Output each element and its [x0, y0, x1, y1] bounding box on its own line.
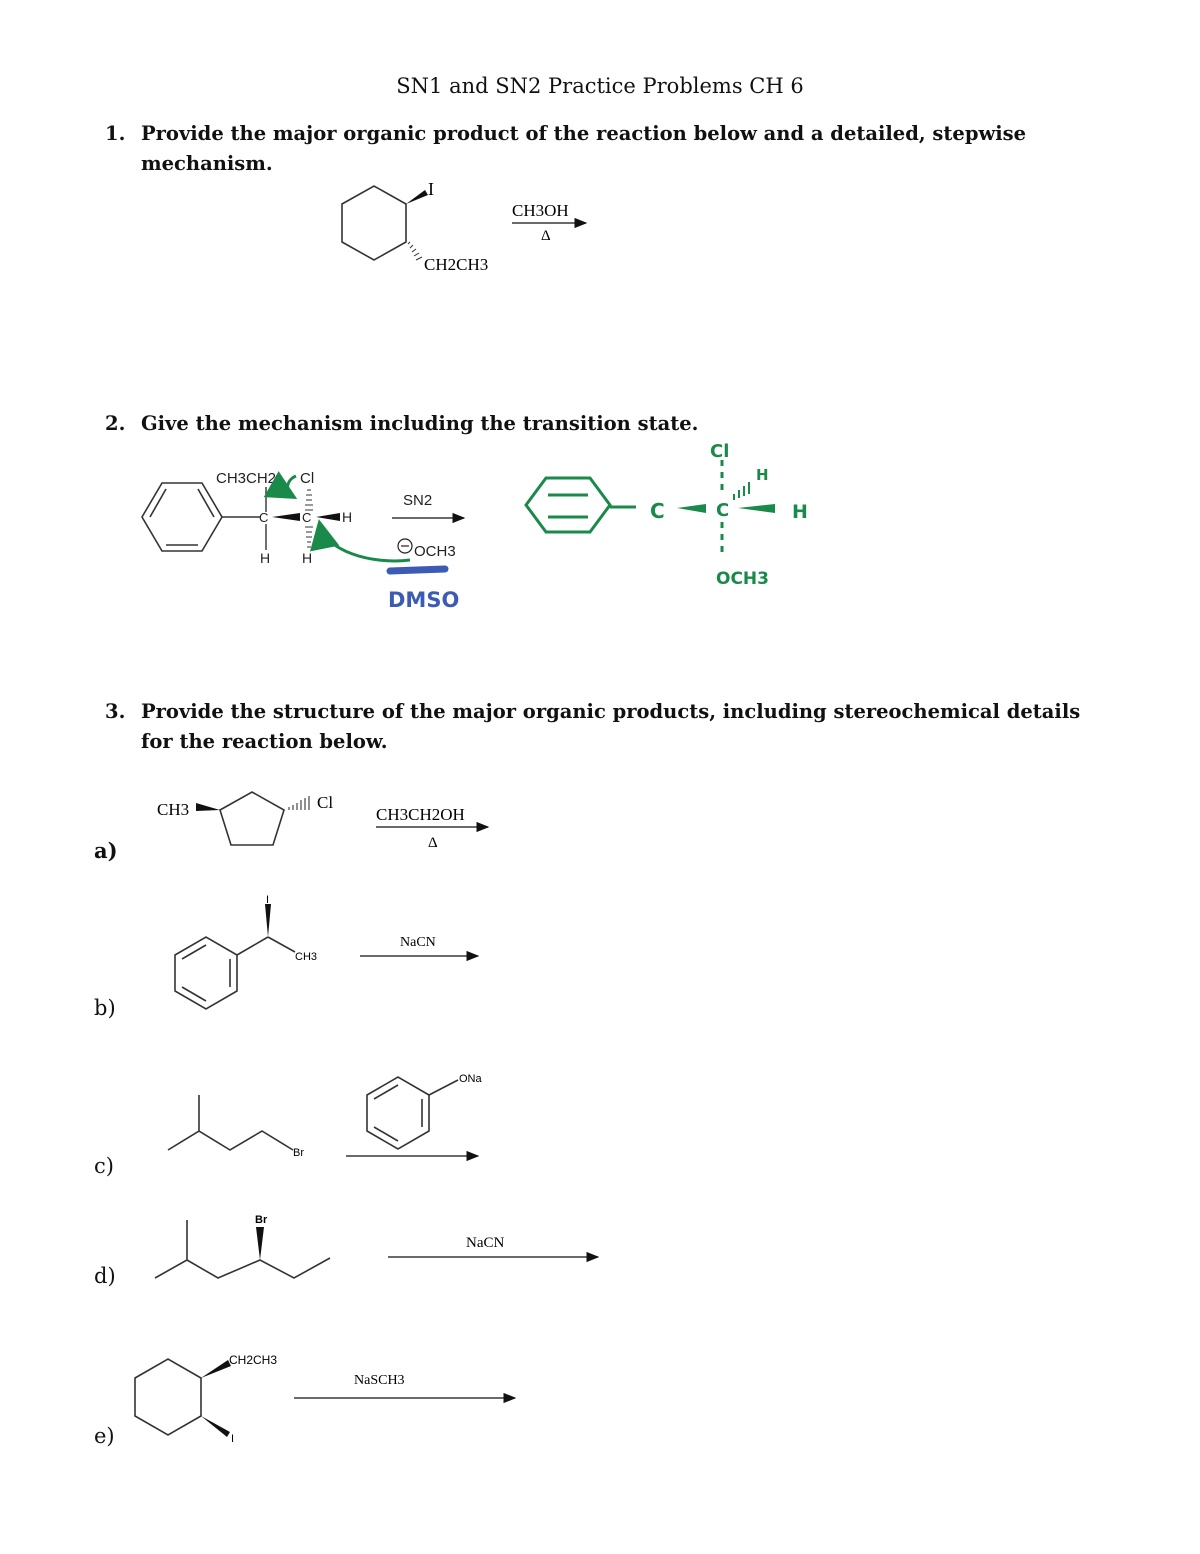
- q2-hash-to-h: [305, 527, 313, 547]
- part-a-chlorine: Cl: [317, 793, 334, 812]
- part-e-reagent: NaSCH3: [354, 1373, 405, 1388]
- part-e-ethyl: CH2CH3: [229, 1353, 278, 1367]
- page-title: SN1 and SN2 Practice Problems CH 6: [396, 74, 804, 98]
- part-a-methyl: CH3: [157, 800, 190, 819]
- part-d-bromine: Br: [255, 1214, 268, 1226]
- q2-product-wedge-right: [738, 504, 775, 513]
- part-c-phenoxide-ring: [367, 1077, 429, 1149]
- part-e-ethyl-wedge: [201, 1360, 231, 1378]
- question-text: Give the mechanism including the transition state.: [141, 412, 699, 435]
- q2-hash-to-cl: [305, 490, 313, 510]
- part-d-alkyl-chain: [155, 1220, 330, 1278]
- q2-product-h-top: H: [756, 466, 769, 484]
- part-a-cyclopentane: [220, 792, 284, 845]
- q2-benzene-ring: [142, 483, 222, 551]
- q1-reagent: CH3OH: [512, 201, 569, 220]
- q2-product-h-right: H: [792, 501, 808, 523]
- question-number: 1.: [105, 122, 126, 145]
- part-c-label: c): [94, 1154, 114, 1178]
- part-e-iodine: I: [231, 1433, 235, 1445]
- question-number: 2.: [105, 412, 126, 435]
- q2-product-hash: [734, 482, 749, 500]
- part-c-bromine: Br: [293, 1147, 304, 1159]
- part-b-reagent: NaCN: [400, 935, 436, 950]
- q1-iodine-label: I: [428, 179, 434, 199]
- q2-chain-label: CH3CH2: [216, 470, 277, 487]
- q2-solvent: DMSO: [388, 588, 460, 612]
- part-b-wedge: [265, 904, 271, 937]
- part-b-ring-bond: [237, 937, 268, 955]
- q1-wedge-bond: [406, 190, 428, 204]
- q2-product-center: C: [716, 500, 730, 521]
- q2-c1-c2-wedge: [272, 513, 300, 521]
- part-c-ona-bond: [429, 1080, 458, 1095]
- question-text: Provide the structure of the major organic products, including stereochemical details for the reaction below.: [141, 700, 1081, 753]
- q2-leaving-group-arrow: [287, 476, 296, 496]
- part-d-reagent: NaCN: [466, 1235, 505, 1251]
- part-a-reagent: CH3CH2OH: [376, 805, 465, 824]
- part-b-methyl-bond: [268, 937, 295, 952]
- q2-nucleophile: OCH3: [414, 543, 456, 560]
- q1-hash-bond: [408, 242, 422, 260]
- part-a-heat: Δ: [428, 835, 438, 851]
- q2-chlorine-label: Cl: [300, 470, 315, 487]
- question-text: Provide the major organic product of the reaction below and a detailed, stepwise mechanism.: [141, 122, 1027, 175]
- q1-ethyl-label: CH2CH3: [424, 255, 489, 274]
- part-b-methyl: CH3: [295, 951, 318, 963]
- part-a-wedge: [196, 803, 220, 811]
- q1-cyclohexane: [342, 186, 406, 260]
- part-e-label: e): [94, 1424, 115, 1448]
- part-a-hash: [289, 796, 309, 810]
- q2-product-och3: OCH3: [716, 569, 769, 589]
- part-e-iodo-wedge: [201, 1416, 230, 1437]
- q2-product-cl: Cl: [710, 441, 730, 462]
- part-d-wedge: [256, 1227, 264, 1260]
- q2-c2-h-wedge: [316, 513, 340, 521]
- part-d-label: d): [94, 1264, 116, 1288]
- q2-h-right: H: [302, 550, 313, 566]
- part-a-label: a): [94, 838, 118, 863]
- q2-blue-underline: [390, 569, 445, 571]
- part-e-cyclohexane: [135, 1359, 201, 1435]
- q1-heat: Δ: [541, 228, 551, 244]
- q2-nucleophile-arrow: [320, 525, 410, 561]
- part-b-benzene: [175, 937, 237, 1009]
- question-number: 3.: [105, 700, 126, 723]
- part-c-alkyl-chain: [168, 1095, 293, 1150]
- part-c-ona: ONa: [459, 1073, 482, 1085]
- q2-product-benzene: [526, 478, 610, 532]
- q2-product-c: C: [650, 499, 665, 523]
- q2-carbon-2: C: [302, 510, 312, 525]
- q2-h-side: H: [342, 509, 353, 525]
- q2-h-left: H: [260, 550, 271, 566]
- q2-reagent: SN2: [403, 492, 433, 509]
- part-b-iodine: I: [266, 894, 270, 906]
- q2-product-wedge-left: [677, 504, 706, 513]
- part-b-label: b): [94, 996, 116, 1020]
- q2-carbon-1: C: [259, 510, 269, 525]
